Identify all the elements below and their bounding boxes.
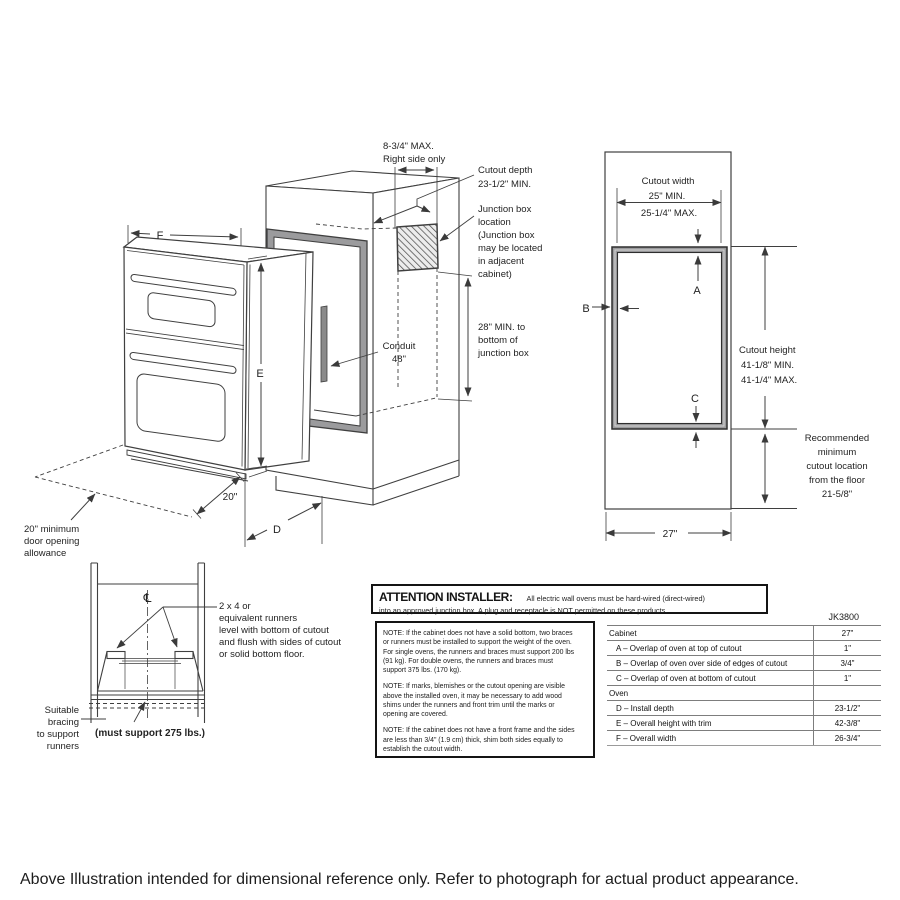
note-front-frame: NOTE: If the cabinet does not have a front frame and the sides are less than 3/4" (1.9 cm) thick, shim both sides equally to establish the cutout width.	[383, 727, 575, 753]
dim-8-34-max-label: 8-3/4" MAX.	[383, 141, 434, 152]
installer-notes-box	[375, 621, 595, 758]
dim-right-side-only-label: Right side only	[383, 154, 446, 165]
table-row: F – Overall width 26-3/4"	[607, 731, 881, 746]
dim-b-label: B	[582, 303, 590, 315]
conduit-label: Conduit	[382, 341, 416, 352]
table-row: A – Overlap of oven at top of cutout 1"	[607, 641, 881, 656]
svg-text:41-1/8" MIN.: 41-1/8" MIN.	[741, 360, 795, 371]
svg-text:from the floor: from the floor	[809, 475, 865, 486]
dim-20-label: 20"	[222, 492, 238, 503]
junction-box-label: Junction box	[478, 204, 532, 215]
door-allowance-label: 20" minimum	[24, 524, 80, 535]
bracing-label: Suitable	[44, 705, 79, 716]
svg-text:bracing: bracing	[47, 717, 79, 728]
dim-c-label: C	[691, 393, 699, 405]
conduit-length: 48"	[392, 354, 406, 365]
note-solid-bottom: NOTE: If the cabinet does not have a solid bottom, two braces or runners must be installed to support the weight of the oven. For single ovens, the runners and braces must support 200 lbs (91 kg). For double ovens, the runners and braces must support 375 lbs. (170 kg).	[383, 630, 575, 674]
dim-e-label: E	[256, 368, 264, 380]
dim-27-label: 27"	[662, 529, 678, 540]
lower-oven-window	[137, 373, 225, 442]
svg-text:to support: to support	[36, 729, 79, 740]
cutout-width-min: 25" MIN.	[648, 191, 686, 202]
disclaimer-text: Above Illustration intended for dimensional reference only. Refer to photograph for actual product appearance.	[20, 871, 799, 888]
svg-text:location: location	[478, 217, 511, 228]
svg-text:cutout location: cutout location	[806, 461, 868, 472]
svg-text:cabinet): cabinet)	[478, 269, 512, 280]
attention-line2: into an approved junction box. A plug and receptacle is NOT permitted on these products.	[379, 606, 668, 615]
double-oven-isometric-drawing	[124, 237, 313, 481]
spec-table	[607, 612, 881, 746]
runner-detail-drawing	[81, 563, 217, 723]
dim-28-min-label: 28" MIN. to	[478, 322, 526, 333]
svg-text:door opening: door opening	[24, 536, 80, 547]
svg-text:and flush with sides of cutout: and flush with sides of cutout	[219, 637, 341, 648]
dim-f-label: F	[156, 230, 164, 242]
table-row: B – Overlap of oven over side of edges of cutout 3/4"	[607, 656, 881, 671]
svg-text:41-1/4" MAX.: 41-1/4" MAX.	[741, 375, 798, 386]
svg-text:minimum: minimum	[817, 447, 857, 458]
attention-title: ATTENTION INSTALLER:	[379, 590, 513, 604]
svg-text:junction box: junction box	[478, 348, 529, 359]
conduit-strip	[321, 306, 327, 382]
table-row: D – Install depth 23-1/2"	[607, 701, 881, 716]
svg-text:runners: runners	[46, 741, 79, 752]
model-number: JK3800	[828, 612, 859, 622]
svg-text:equivalent runners: equivalent runners	[219, 613, 298, 624]
svg-text:level with bottom of cutout: level with bottom of cutout	[219, 625, 329, 636]
cutout-width-max: 25-1/4" MAX.	[640, 208, 698, 219]
svg-text:may be located: may be located	[478, 243, 543, 254]
cutout-width-title: Cutout width	[641, 176, 695, 187]
floor-location-label: Recommended	[804, 433, 870, 444]
table-row: Cabinet 27"	[607, 626, 881, 641]
attention-installer-box	[371, 584, 768, 614]
junction-box-hatched	[397, 224, 438, 271]
svg-text:21-5/8": 21-5/8"	[821, 489, 853, 500]
svg-text:allowance: allowance	[24, 548, 67, 559]
cutout-depth-label: Cutout depth	[478, 165, 533, 176]
runners-note: 2 x 4 or	[219, 601, 251, 612]
svg-text:in adjacent: in adjacent	[478, 256, 524, 267]
table-row: E – Overall height with trim 42-3/8"	[607, 716, 881, 731]
table-row: Oven	[607, 686, 881, 701]
svg-text:bottom of: bottom of	[478, 335, 518, 346]
dim-d-label: D	[273, 524, 281, 536]
dim-a-label: A	[693, 285, 701, 297]
cutout-height-label: Cutout height	[739, 345, 796, 356]
support-weight-label: (must support 275 lbs.)	[95, 728, 206, 739]
attention-line1: All electric wall ovens must be hard-wired (direct-wired)	[526, 594, 705, 603]
svg-text:(Junction box: (Junction box	[478, 230, 535, 241]
svg-text:or solid bottom floor.: or solid bottom floor.	[219, 649, 305, 660]
cutout-depth-value: 23-1/2" MIN.	[478, 179, 532, 190]
note-shims: NOTE: If marks, blemishes or the cutout opening are visible above the installed oven, it may be necessary to add wood shims under the runners and front trim until the marks or opening are covered.	[383, 683, 565, 718]
centerline-symbol: ℄	[143, 591, 152, 605]
table-row: C – Overlap of oven at bottom of cutout 1"	[607, 671, 881, 686]
